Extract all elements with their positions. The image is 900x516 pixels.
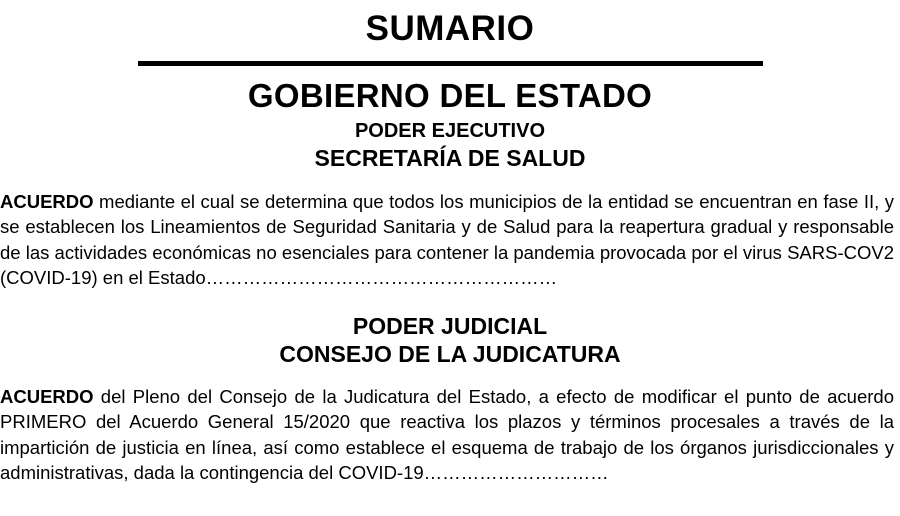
entry-lead-acuerdo-salud: ACUERDO xyxy=(0,190,94,212)
title-divider xyxy=(138,61,763,66)
summary-entry-judicatura xyxy=(0,384,900,486)
branch-heading-judicial: PODER JUDICIAL xyxy=(352,312,548,339)
entry-dots-salud: ………………………………………………… xyxy=(205,267,558,289)
entry-lead-acuerdo-judicatura: ACUERDO xyxy=(0,385,94,407)
section-poder-ejecutivo xyxy=(0,120,900,291)
government-heading: GOBIERNO DEL ESTADO xyxy=(247,76,653,114)
section-poder-judicial xyxy=(0,313,900,486)
office-heading-salud: SECRETARÍA DE SALUD xyxy=(314,145,586,172)
entry-body-judicatura: del Pleno del Consejo de la Judicatura del Estado, a efecto de modificar el punto de acuerdo PRIMERO del Acuerdo General 15/2020 que reactiva los plazos y términos procesales a través de la impartición de justicia en línea, así como establece el esquema de trabajo de los órganos jurisdiccionales y administrativas, dada la contingencia del COVID-19 xyxy=(0,385,894,484)
page-title: SUMARIO xyxy=(365,9,535,48)
entry-dots-judicatura: ………………………… xyxy=(423,462,609,484)
summary-entry-salud xyxy=(0,189,900,291)
branch-heading-executive: PODER EJECUTIVO xyxy=(354,119,546,142)
office-heading-judicatura: CONSEJO DE LA JUDICATURA xyxy=(279,340,621,367)
document-page xyxy=(0,10,900,516)
entry-body-salud: mediante el cual se determina que todos los municipios de la entidad se encuentran en fase II, y se establecen los Lineamientos de Seguridad Sanitaria y de Salud para la reapertura gradual y responsable de las actividades económicas no esenciales para contener la pandemia provocada por el virus SARS-COV2 (COVID-19) en el Estado xyxy=(0,190,894,289)
